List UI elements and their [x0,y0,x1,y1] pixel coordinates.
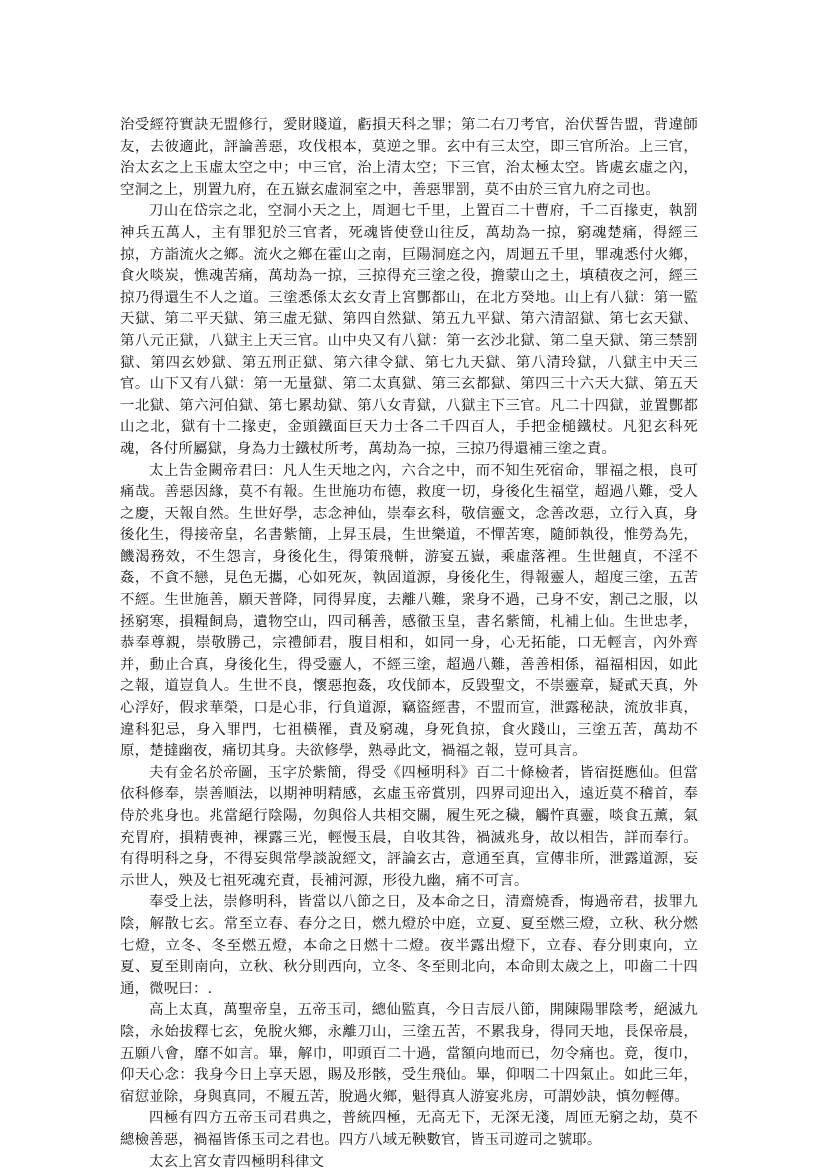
paragraph-taishang-teaching: 太上告金闕帝君曰：凡人生天地之內，六合之中，而不知生死宿命，罪福之根，良可痛哉。善惡因緣，莫不有報。生世施功布德，救度一切，身後化生福堂，超過八難，受人之慶，天報自然。生世好學，志念神仙，崇奉玄科，敬信靈文，念善改惡，立行入真，身後化生，得接帝皇，名書紫簡，上昇玉晨，生世樂道，不憚苦寒，隨師執役，惟勞為先，饑渴務效，不生怨言，身後化生，得策飛軿，游宴五嶽，乘虛落裡。生世翹貞，不淫不姦，不貪不戀，見色无攜，心如死灰，執固道源，身後化生，得報靈人，超度三塗，五苦不經。生世施善，願天普降，同得昇度，去離八難，衆身不過，己身不安，割己之服，以拯窮寒，損糧飼鳥，遺物空山，四司稱善，感徹玉皇，書名紫簡，札補上仙。生世忠孝，恭奉尊親，崇敬勝己，宗禮師君，腹目相和，如同一身，心无拓能，口无輕言，內外齊并，動止合真，身後化生，得受靈人，不經三塗，超過八難，善善相係，福福相因，如此之報，道豈負人。生世不良，懷惡抱姦，攻伐師本，反毀聖文，不崇靈章，疑貳天真，外心浮好，假求華榮，口是心非，行負道源，竊盜經書，不盟而宣，泄露秘訣，流放非真，違科犯忌，身入罪門，七祖橫罹，責及窮魂，身死負掠，食火踐山，三塗五苦，萬劫不原，楚撻幽夜，痛切其身。夫欲修學，熟尋此文，禍福之報，豈可具言。 [120,461,698,763]
paragraph-golden-name: 夫有金名於帝圖，玉字於紫簡，得受《四極明科》百二十條檢者，皆宿挺應仙。但當依科修奉，崇善順法，以期神明精感，玄虛玉帝賞別，四界司迎出入，遠近莫不稽首，奉侍於兆身也。兆當絕行陰陽，勿與俗人共相交關，履生死之穢，觸忤真靈，啖食五薰，氣充胃府，損精喪神，裸露三光，輕慢玉晨，自收其咎，禍滅兆身，故以相告，詳而奉行。有得明科之身，不得妄與常學談說經文，評論玄古，意通至真，宣傳非所，泄露道源，妄示世人，殃及七祖死魂充責，長補河源，形役九幽，痛不可言。 [120,763,698,893]
paragraph-knife-mountain: 刀山在岱宗之北，空洞小天之上，周迴七千里，上置百二十曹府，千二百掾吏，執罰神兵五萬人，主有罪犯於三官者，死魂皆使登山往反，萬劫為一掠，窮魂楚痛，得經三掠，方詣流火之鄉。流火之鄉在霍山之南，巨陽洞庭之內，周迴五千里，罪魂悉付火鄉，食火啖炭，憔魂苦痛，萬劫為一掠，三掠得充三塗之役，擔蒙山之土，填積夜之河，經三掠乃得還生不人之道。三塗悉係太玄女青上宮酆都山，在北方癸地。山上有八獄：第一監天獄、第二平天獄、第三虛无獄、第四自然獄、第五九平獄、第六清詔獄、第七玄天獄、第八元正獄，八獄主上天三官。山中央又有八獄：第一玄沙北獄、第二皇天獄、第三禁罰獄、第四玄妙獄、第五刑正獄、第六律令獄、第七九天獄、第八清玲獄，八獄主中天三官。山下又有八獄：第一无量獄、第二太真獄、第三玄都獄、第四三十六天大獄、第五天一北獄、第六河伯獄、第七累劫獄、第八女青獄，八獄主下三官。凡二十四獄，並置酆都山之北，獄有十二掾吏，金頭鐵面巨天力士各二千四百人，手把金槌鐵杖。凡犯玄科死魂，各付所屬獄，身為力士鐵杖所考，萬劫為一掠，三掠乃得還補三塗之責。 [120,201,698,460]
paragraph-incantation: 高上太真，萬聖帝皇，五帝玉司，總仙監真，今日吉辰八節，開陳陽罪陰考，絕滅九陰，永始拔釋七玄，免脫火鄉，永離刀山，三塗五苦，不累我身，得同天地，長保帝晨，五願八會，靡不如言。畢，解巾，叩頭百二十過，當額向地而已，勿令痛也。竟，復巾，仰天心念：我身今日上享天恩，賜及形骸，受生飛仙。畢，仰咽二十四氣止。如此三年，宿愆並除，身與真同，不履五苦，脫過火鄉，魁得真人游宴兆房，可謂妙訣，慎勿輕傳。 [120,1000,698,1108]
paragraph-ritual-lamps: 奉受上法，崇修明科，皆當以八節之日，及本命之日，清齋燒香，悔過帝君，拔罪九陰，解散七玄。常至立春、春分之日，燃九燈於中庭，立夏、夏至燃三燈，立秋、秋分燃七燈，立冬、冬至燃五燈，本命之日燃十二燈。夜半露出燈下，立春、春分則東向，立夏、夏至則南向，立秋、秋分則西向，立冬、冬至則北向，本命則太歲之上，叩齒二十四通，微呪曰：. [120,892,698,1000]
document-body [120,115,698,1173]
closing-title: 太玄上宮女青四極明科律文 [120,1152,698,1173]
paragraph-four-poles: 四極有四方五帝玉司君典之，普統四極，无高无下，无深无淺，周匝无窮之劫，莫不總檢善惡，禍福皆係玉司之君也。四方八域无鞅數官，皆玉司遊司之號耶。 [120,1108,698,1151]
paragraph-continuation: 治受經符實訣无盟修行，愛財賤道，虧損天科之罪；第二右刀考官，治伏誓告盟，背違師友，去彼適此，評論善惡，攻伐根本，莫逆之罪。玄中有三太空，即三官所治。上三官，治太玄之上玉虛太空之中；中三官，治上清太空；下三官，治太極太空。皆處玄虛之內，空洞之上，別置九府，在五嶽玄虛洞室之中，善惡罪罰，莫不由於三官九府之司也。 [120,115,698,201]
